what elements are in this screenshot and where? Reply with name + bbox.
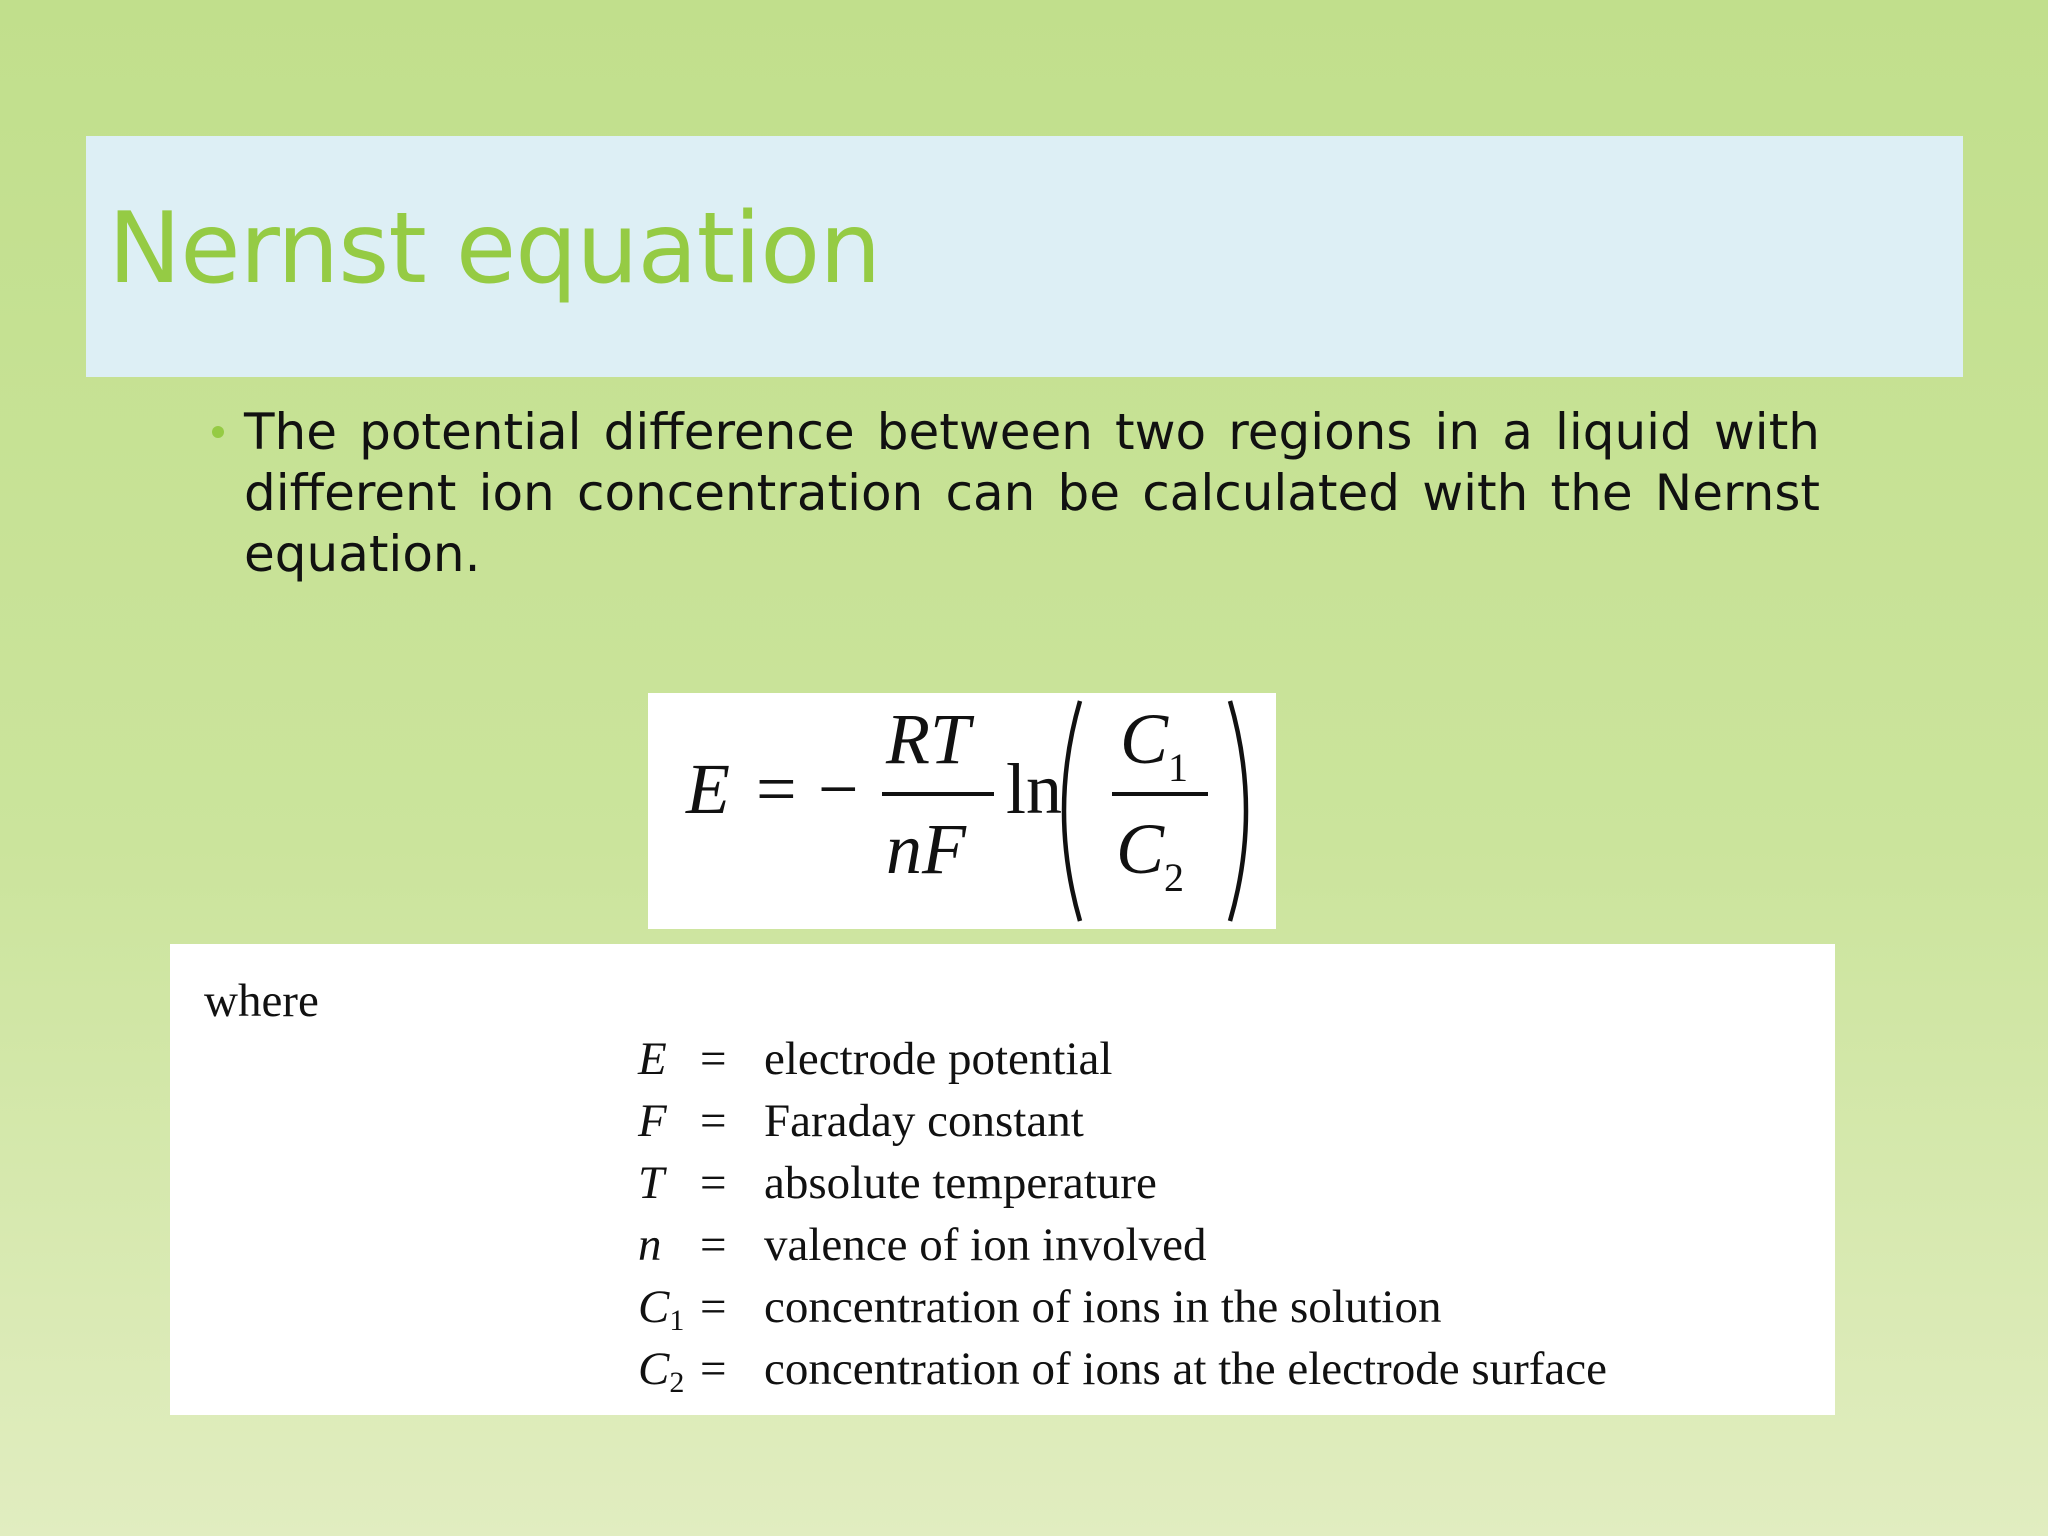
formula-minus: − (818, 749, 859, 829)
formula-right-paren (1230, 701, 1246, 921)
formula-c-bottom: C (1116, 809, 1165, 889)
definition-meaning: valence of ion involved (764, 1219, 1207, 1271)
formula-c-bottom-sub: 2 (1164, 855, 1184, 900)
formula-numerator: RT (886, 699, 971, 779)
formula-left-paren (1064, 701, 1080, 921)
formula-equals: = (756, 749, 797, 829)
definition-symbol: E (638, 1033, 667, 1085)
definition-meaning: electrode potential (764, 1033, 1113, 1085)
title-band (86, 136, 1963, 377)
definition-equals: = (700, 1095, 727, 1147)
nernst-formula (648, 693, 1276, 929)
definition-meaning: absolute temperature (764, 1157, 1157, 1209)
formula-svg (648, 693, 1276, 929)
definition-equals: = (700, 1343, 727, 1395)
definition-equals: = (700, 1219, 727, 1271)
bullet-text: The potential difference between two regions in a liquid with different ion concentration can be calculated with the Nernst equation. (244, 403, 1820, 583)
formula-c-top: C (1120, 699, 1169, 779)
definition-equals: = (700, 1157, 727, 1209)
definition-symbol: $C_1$ (638, 1281, 685, 1337)
bullet-item (212, 402, 1820, 585)
definition-symbol: F (638, 1095, 667, 1147)
definition-meaning: concentration of ions at the electrode surface (764, 1343, 1607, 1395)
formula-ln: ln (1006, 749, 1063, 829)
definition-symbol: T (638, 1157, 665, 1209)
bullet-dot-icon (212, 426, 224, 438)
definition-symbol: $C_2$ (638, 1343, 685, 1399)
definition-meaning: concentration of ions in the solution (764, 1281, 1442, 1333)
definition-equals: = (700, 1281, 727, 1333)
definition-symbol: n (638, 1219, 662, 1271)
formula-lhs: E (686, 749, 730, 829)
slide-title: Nernst equation (108, 192, 881, 306)
definition-equals: = (700, 1033, 727, 1085)
formula-denominator: nF (886, 809, 966, 889)
formula-c-top-sub: 1 (1168, 745, 1188, 790)
definition-meaning: Faraday constant (764, 1095, 1084, 1147)
where-label: where (204, 975, 319, 1027)
variable-definitions (170, 944, 1835, 1415)
